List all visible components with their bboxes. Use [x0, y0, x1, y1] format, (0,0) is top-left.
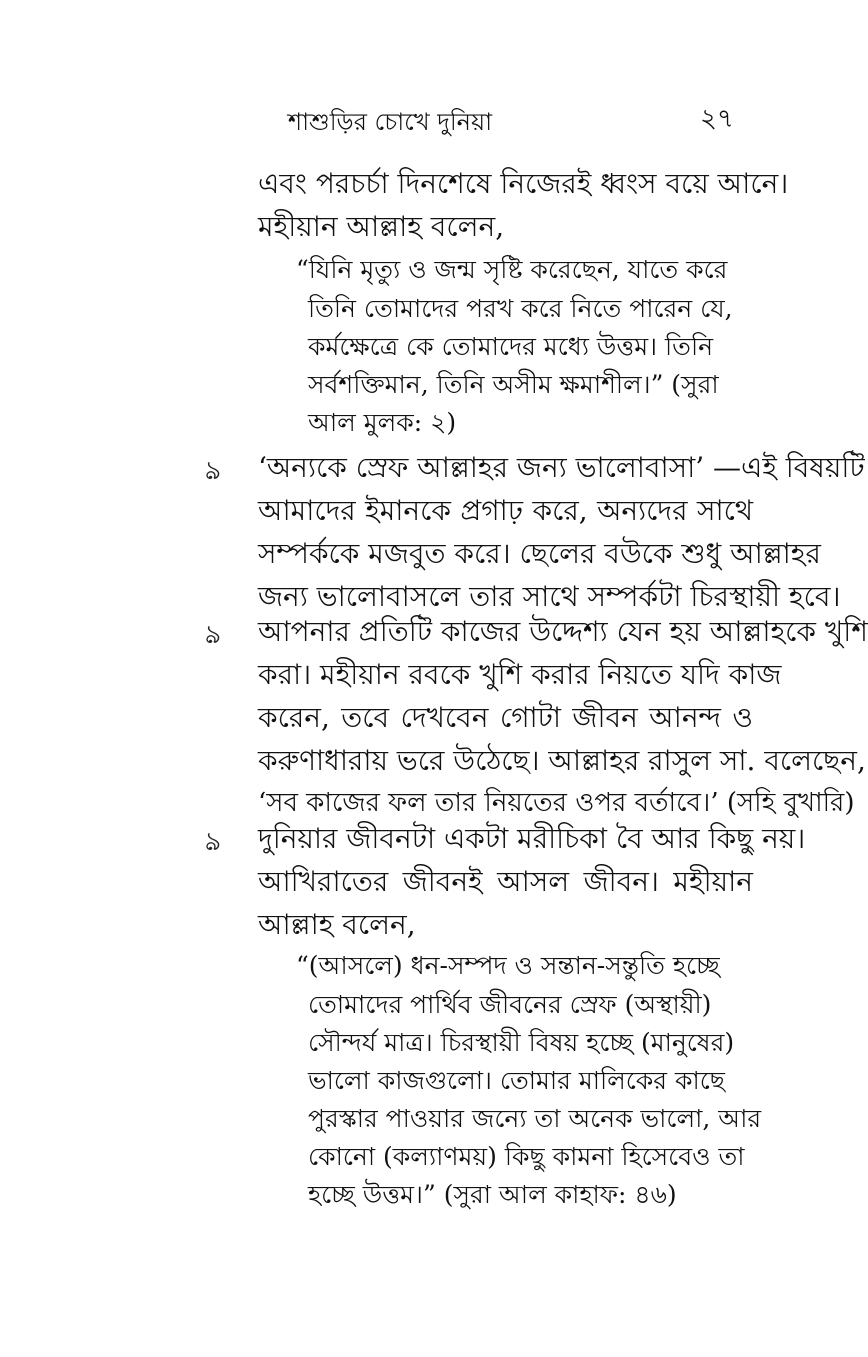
bullet2-line-1: আপনার প্রতিটি কাজের উদ্দেশ্য যেন হয় আল্লাহকে খুশি: [258, 615, 868, 648]
intro-line-2: মহীয়ান আল্লাহ বলেন,: [258, 210, 505, 243]
bullet1-line-3: সম্পর্ককে মজবুত করে। ছেলের বউকে শুধু আল্লাহর: [258, 537, 821, 570]
bullet1-line-4: জন্য ভালোবাসলে তার সাথে সম্পর্কটা চিরস্থায়ী হবে।: [258, 580, 841, 613]
page-number: ২৭: [700, 104, 734, 134]
quote1-line-2: তিনি তোমাদের পরখ করে নিতে পারেন যে,: [308, 294, 733, 323]
bullet-ornament-icon: ঌ: [205, 620, 221, 650]
bullet2-line-3: করেন, তবে দেখবেন গোটা জীবন আনন্দ ও: [258, 701, 753, 734]
bullet2-line-4: করুণাধারায় ভরে উঠেছে। আল্লাহর রাসুল সা. বলেছেন,: [258, 744, 866, 777]
bullet-ornament-icon: ঌ: [205, 456, 221, 486]
quote2-line-5: পুরস্কার পাওয়ার জন্যে তা অনেক ভালো, আর: [308, 1104, 762, 1133]
quote2-line-2: তোমাদের পার্থিব জীবনের স্রেফ (অস্থায়ী): [308, 990, 712, 1019]
quote1-line-4: সর্বশক্তিমান, তিনি অসীম ক্ষমাশীল।” (সুরা: [308, 370, 719, 399]
running-header-title: শাশুড়ির চোখে দুনিয়া: [287, 108, 493, 136]
quote1-line-3: কর্মক্ষেত্রে কে তোমাদের মধ্যে উত্তম। তিনি: [308, 332, 714, 361]
bullet1-line-2: আমাদের ইমানকে প্রগাঢ় করে, অন্যদের সাথে: [258, 494, 753, 527]
bullet2-line-5: ‘সব কাজের ফল তার নিয়তের ওপর বর্তাবে।’ (সহি বুখারি): [258, 788, 855, 818]
intro-line-1: এবং পরচর্চা দিনশেষে নিজেরই ধ্বংস বয়ে আনে।: [258, 167, 789, 200]
quote2-line-4: ভালো কাজগুলো। তোমার মালিকের কাছে: [308, 1066, 725, 1095]
quote2-line-6: কোনো (কল্যাণময়) কিছু কামনা হিসেবেও তা: [308, 1142, 745, 1171]
quote1-line-1: “যিনি মৃত্যু ও জন্ম সৃষ্টি করেছেন, যাতে করে: [296, 255, 728, 284]
bullet1-line-1: ‘অন্যকে স্রেফ আল্লাহর জন্য ভালোবাসা’ —এই বিষয়টি: [258, 451, 865, 484]
bullet2-line-2: করা। মহীয়ান রবকে খুশি করার নিয়তে যদি কাজ: [258, 658, 782, 691]
bullet3-line-1: দুনিয়ার জীবনটা একটা মরীচিকা বৈ আর কিছু নয়।: [258, 822, 806, 855]
quote2-line-7: হচ্ছে উত্তম।” (সুরা আল কাহাফ: ৪৬): [308, 1180, 677, 1209]
quote2-line-1: “(আসলে) ধন-সম্পদ ও সন্তান-সন্তুতি হচ্ছে: [296, 951, 720, 980]
quote1-line-5: আল মুলক: ২): [308, 408, 457, 437]
bullet3-line-3: আল্লাহ বলেন,: [258, 908, 416, 941]
bullet3-line-2: আখিরাতের জীবনই আসল জীবন। মহীয়ান: [258, 865, 753, 898]
bullet-ornament-icon: ঌ: [205, 827, 221, 857]
quote2-line-3: সৌন্দর্য মাত্র। চিরস্থায়ী বিষয় হচ্ছে (মানুষের): [308, 1028, 735, 1057]
